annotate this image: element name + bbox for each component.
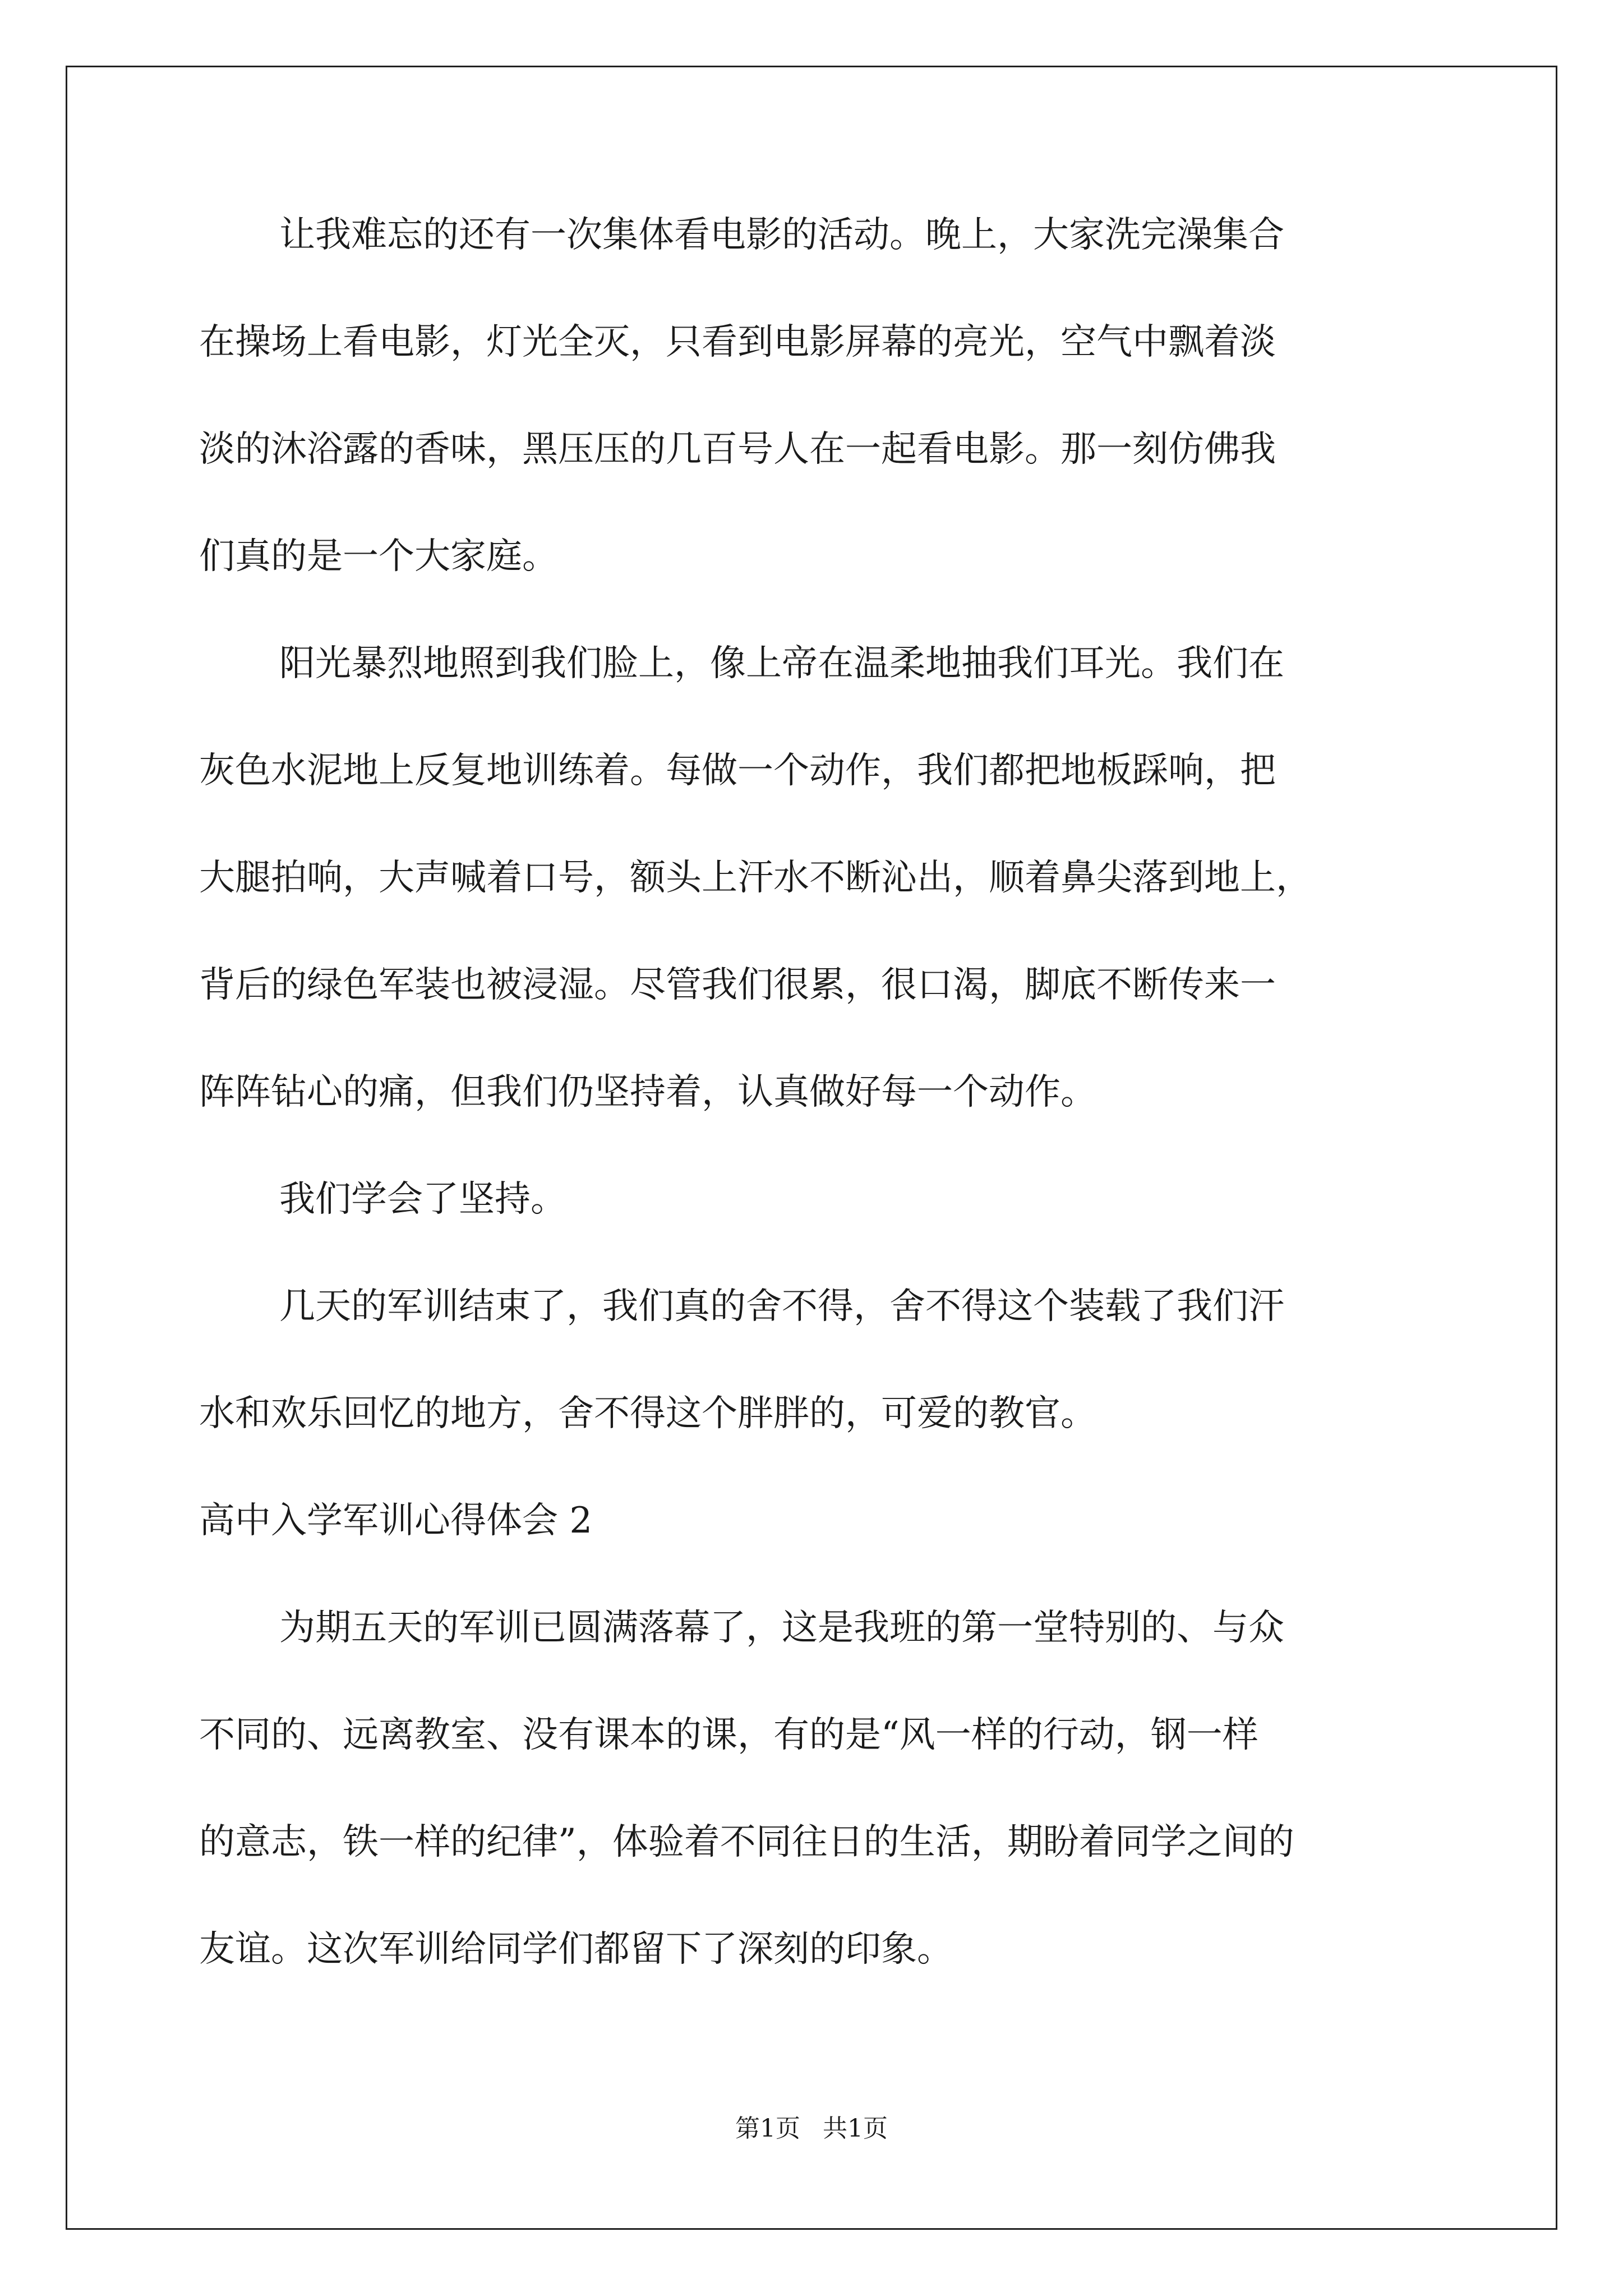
document-body bbox=[199, 209, 1461, 1976]
paragraph-line: 在操场上看电影，灯光全灭，只看到电影屏幕的亮光，空气中飘着淡 bbox=[199, 321, 1276, 363]
paragraph-line: 背后的绿色军装也被浸湿。尽管我们很累，很口渴，脚底不断传来一 bbox=[199, 964, 1276, 1006]
paragraph-line: 不同的、远离教室、没有课本的课，有的是“风一样的行动，钢一样 bbox=[199, 1714, 1258, 1756]
paragraph-line: 阳光暴烈地照到我们脸上，像上帝在温柔地抽我们耳光。我们在 bbox=[279, 643, 1284, 684]
paragraph bbox=[199, 1602, 1461, 1976]
paragraph-line: 淡的沐浴露的香味，黑压压的几百号人在一起看电影。那一刻仿佛我 bbox=[199, 429, 1276, 470]
paragraph-line: 的意志，铁一样的纪律”，体验着不同往日的生活，期盼着同学之间的 bbox=[199, 1821, 1294, 1863]
paragraph-line: 为期五天的军训已圆满落幕了，这是我班的第一堂特别的、与众 bbox=[279, 1607, 1284, 1649]
section-heading: 高中入学军训心得体会 2 bbox=[199, 1500, 593, 1542]
paragraph bbox=[199, 637, 1461, 1119]
paragraph-line: 我们学会了坚持。 bbox=[279, 1179, 566, 1220]
paragraph-line: 们真的是一个大家庭。 bbox=[199, 536, 558, 577]
paragraph bbox=[199, 1173, 1461, 1226]
paragraph bbox=[199, 1280, 1461, 1441]
paragraph-line: 灰色水泥地上反复地训练着。每做一个动作，我们都把地板踩响，把 bbox=[199, 750, 1276, 792]
paragraph-line: 大腿拍响，大声喊着口号，额头上汗水不断沁出，顺着鼻尖落到地上， bbox=[199, 857, 1312, 899]
page-footer bbox=[0, 2112, 1623, 2146]
paragraph-line: 让我难忘的还有一次集体看电影的活动。晚上，大家洗完澡集合 bbox=[279, 214, 1284, 256]
paragraph-line: 几天的军训结束了，我们真的舍不得，舍不得这个装载了我们汗 bbox=[279, 1286, 1284, 1327]
paragraph-line: 水和欢乐回忆的地方，舍不得这个胖胖的，可爱的教官。 bbox=[199, 1393, 1096, 1434]
paragraph-line: 友谊。这次军训给同学们都留下了深刻的印象。 bbox=[199, 1929, 953, 1970]
page-total: 共1页 bbox=[823, 2114, 888, 2143]
paragraph bbox=[199, 209, 1461, 583]
page-number: 第1页 bbox=[735, 2114, 800, 2143]
paragraph-line: 阵阵钻心的痛，但我们仍坚持着，认真做好每一个动作。 bbox=[199, 1071, 1096, 1113]
